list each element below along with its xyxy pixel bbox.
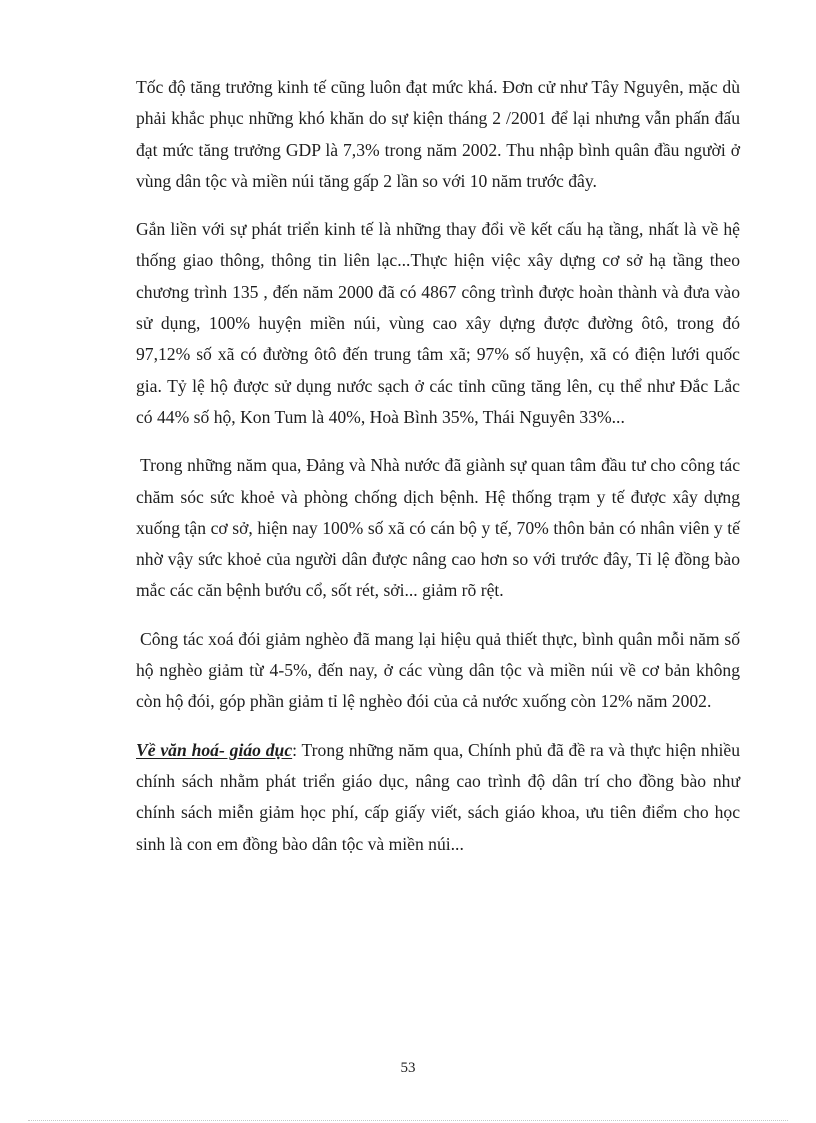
culture-education-heading: Về văn hoá- giáo dục: [136, 739, 293, 760]
page-number: 53: [400, 1060, 416, 1076]
culture-education-text: : Trong những năm qua, Chính phủ đã đề ra và thực hiện nhiều chính sách nhằm phát triển giáo dục, nâng cao trình độ dân trí cho đồng bào như chính sách miễn giảm học phí, cấp giấy viết, sách giáo khoa, ưu tiên điểm cho học sinh là con em đồng bào dân tộc và miền núi...: [136, 739, 740, 854]
paragraph-economic-growth: Tốc độ tăng trưởng kinh tế cũng luôn đạt mức khá. Đơn cử như Tây Nguyên, mặc dù phải khắc phục những khó khăn do sự kiện tháng 2 /2001 để lại nhưng vẫn phấn đấu đạt mức tăng trưởng GDP là 7,3% trong năm 2002. Thu nhập bình quân đầu người ở vùng dân tộc và miền núi tăng gấp 2 lần so với 10 năm trước đây.: [136, 77, 740, 191]
paragraph-infrastructure: Gắn liền với sự phát triển kinh tế là những thay đổi về kết cấu hạ tầng, nhất là về hệ thống giao thông, thông tin liên lạc...Thực hiện việc xây dựng cơ sở hạ tầng theo chương trình 135 , đến năm 2000 đã có 4867 công trình được hoàn thành và đưa vào sử dụng, 100% huyện miền núi, vùng cao xây dựng được đường ôtô, trong đó 97,12% số xã có đường ôtô đến trung tâm xã; 97% số huyện, xã có điện lưới quốc gia. Tỷ lệ hộ được sử dụng nước sạch ở các tỉnh cũng tăng lên, cụ thể như Đắc Lắc có 44% số hộ, Kon Tum là 40%, Hoà Bình 35%, Thái Nguyên 33%...: [136, 219, 740, 427]
document-body: [136, 72, 740, 877]
paragraph-poverty-reduction: Công tác xoá đói giảm nghèo đã mang lại hiệu quả thiết thực, bình quân mỗi năm số hộ nghèo giảm từ 4-5%, đến nay, ở các vùng dân tộc và miền núi về cơ bản không còn hộ đói, góp phần giảm tỉ lệ nghèo đói của cả nước xuống còn 12% năm 2002.: [136, 628, 740, 712]
page-bottom-border: [28, 1120, 788, 1121]
paragraph-healthcare: Trong những năm qua, Đảng và Nhà nước đã giành sự quan tâm đầu tư cho công tác chăm sóc sức khoẻ và phòng chống dịch bệnh. Hệ thống trạm y tế được xây dựng xuống tận cơ sở, hiện nay 100% số xã có cán bộ y tế, 70% thôn bản có nhân viên y tế nhờ vậy sức khoẻ của người dân được nâng cao hơn so với trước đây, Tỉ lệ đồng bào mắc các căn bệnh bướu cổ, sốt rét, sởi... giảm rõ rệt.: [136, 455, 740, 601]
paragraph-culture-education: [136, 735, 740, 860]
